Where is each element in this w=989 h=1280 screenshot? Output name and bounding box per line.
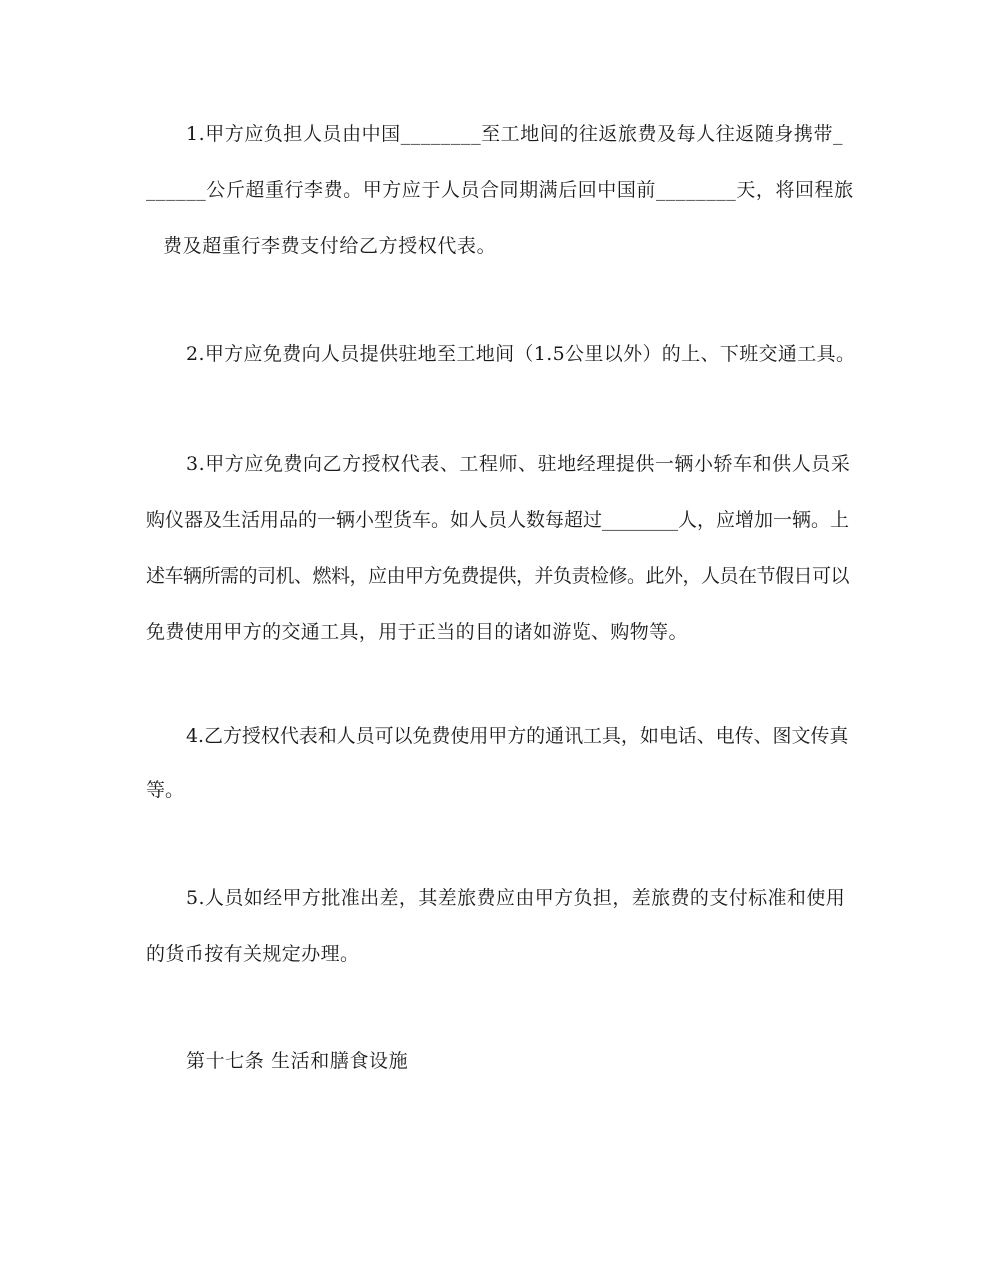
paragraph-5-line-2: 的货币按有关规定办理。 (146, 943, 360, 965)
paragraph-1-line-1: 1.甲方应负担人员由中国________至工地间的往返旅费及每人往返随身携带_ (186, 123, 844, 145)
paragraph-3-line-4: 免费使用甲方的交通工具，用于正当的目的诸如游览、购物等。 (146, 621, 688, 643)
paragraph-3-line-1: 3.甲方应免费向乙方授权代表、工程师、驻地经理提供一辆小轿车和供人员采 (186, 453, 851, 475)
paragraph-5-line-1: 5.人员如经甲方批准出差，其差旅费应由甲方负担，差旅费的支付标准和使用 (186, 887, 846, 909)
paragraph-2-line-1: 2.甲方应免费向人员提供驻地至工地间（1.5公里以外）的上、下班交通工具。 (186, 343, 856, 365)
paragraph-3-line-2: 购仪器及生活用品的一辆小型货车。如人员人数每超过________人，应增加一辆。上 (146, 509, 850, 531)
paragraph-1-line-2: ______公斤超重行李费。甲方应于人员合同期满后回中国前________天，将回程旅 (146, 179, 854, 201)
article-heading: 第十七条 生活和膳食设施 (186, 1050, 409, 1072)
paragraph-4-line-1: 4.乙方授权代表和人员可以免费使用甲方的通讯工具，如电话、电传、图文传真 (186, 725, 849, 747)
paragraph-4-line-2: 等。 (146, 779, 185, 801)
paragraph-1-line-3: 费及超重行李费支付给乙方授权代表。 (163, 235, 497, 257)
paragraph-3-line-3: 述车辆所需的司机、燃料，应由甲方免费提供，并负责检修。此外，人员在节假日可以 (146, 565, 850, 587)
